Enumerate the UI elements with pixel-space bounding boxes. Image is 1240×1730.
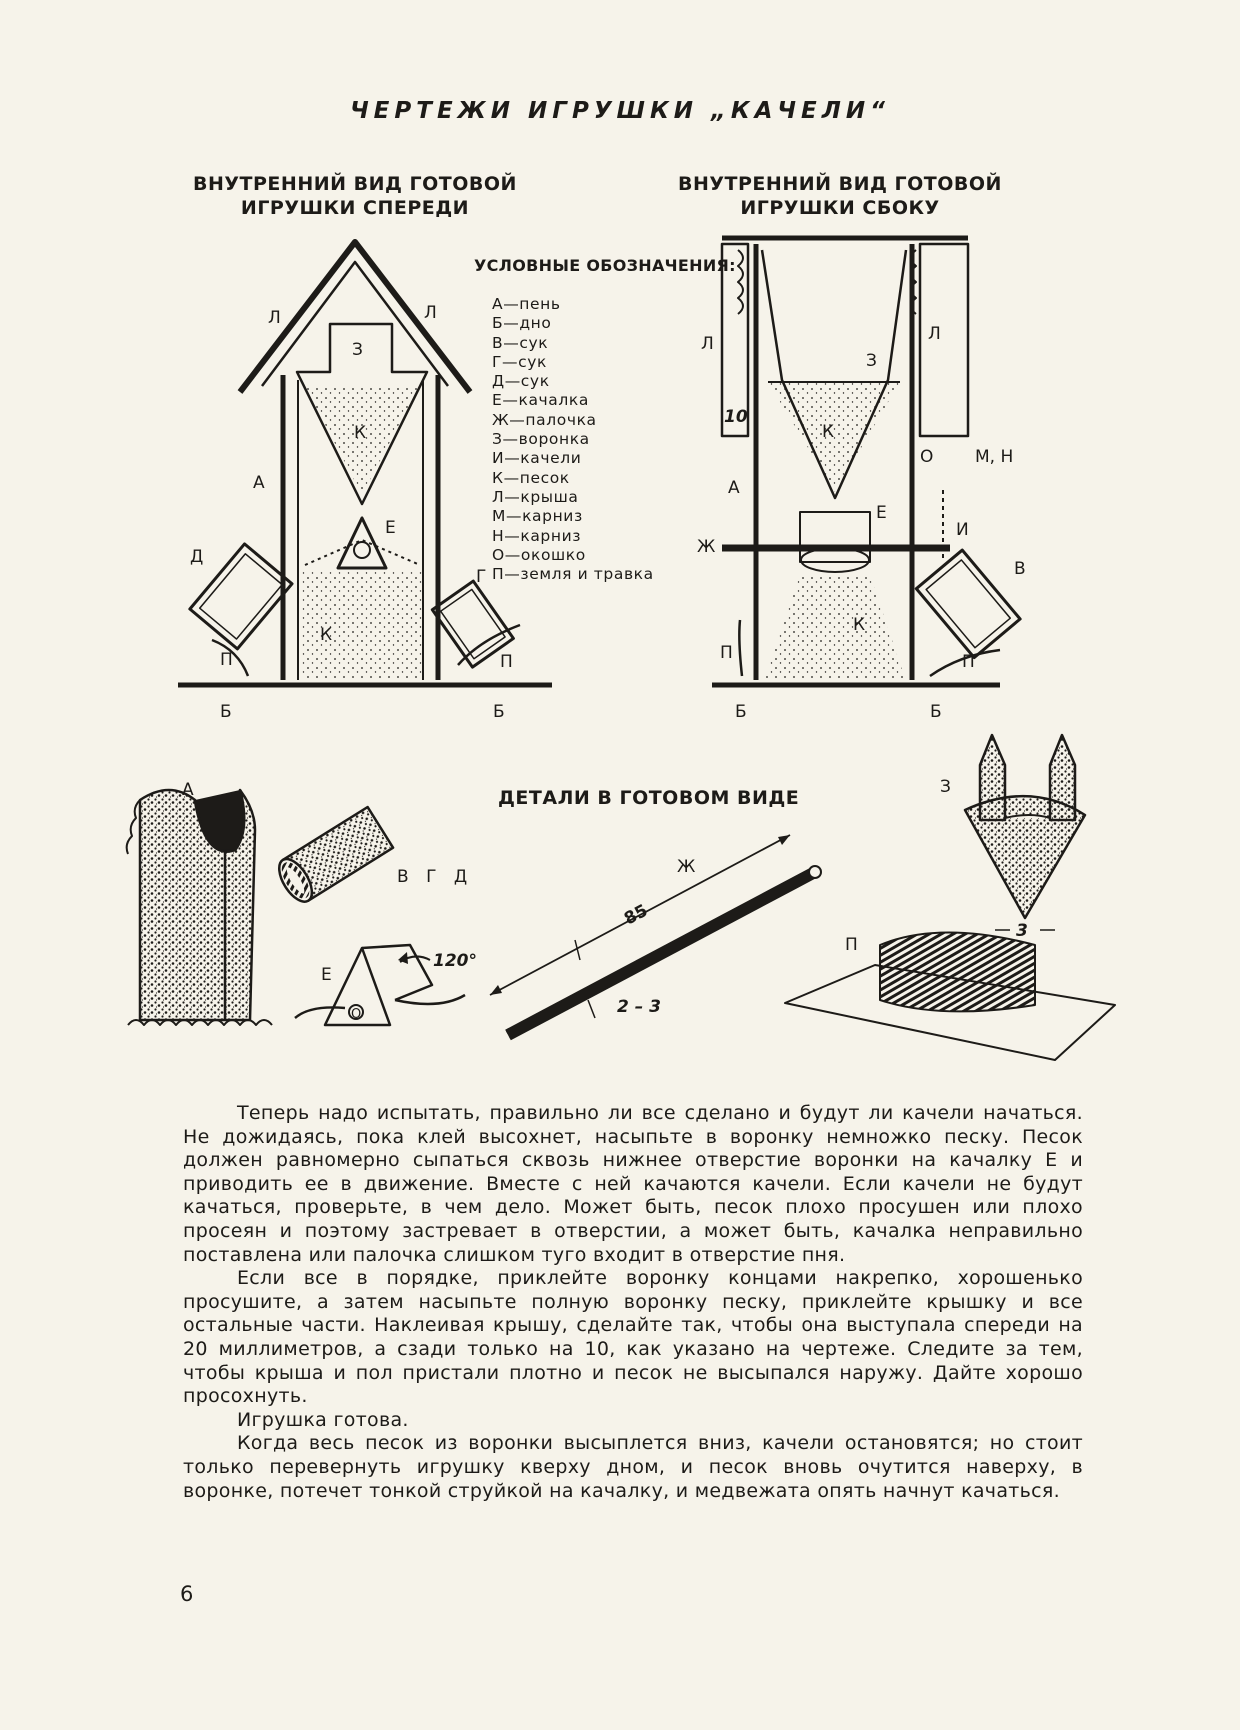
legend-item: З—воронка <box>492 430 590 449</box>
side-label-ground-left: П <box>720 643 733 663</box>
detail-knot-tube <box>273 807 393 907</box>
side-label-stump: А <box>728 478 740 498</box>
detail-stump <box>127 790 272 1025</box>
front-view-caption-line1: ВНУТРЕННИЙ ВИД ГОТОВОЙ <box>193 173 517 195</box>
front-view-drawing <box>178 242 552 685</box>
detail-label-stick: Ж <box>677 857 696 877</box>
legend-item: Н—карниз <box>492 526 582 545</box>
side-label-roof-right: Л <box>928 324 941 344</box>
side-view-caption-line2: ИГРУШКИ СБОКУ <box>740 197 940 219</box>
details-title: ДЕТАЛИ В ГОТОВОМ ВИДЕ <box>498 787 800 809</box>
page-title: ЧЕРТЕЖИ ИГРУШКИ „КАЧЕЛИ“ <box>350 98 890 124</box>
body-paragraph: Теперь надо испытать, правильно ли все сделано и будут ли качели начаться. Не дожидаясь, пока клей высохнет, насыпьте в воронку немножко песку. Песок должен равномерно сыпаться сквозь нижнее отверстие воронки на качалку Е и приводить ее в движение. Вместе с ней качаются качели. Если качели не будут качаться, проверьте, в чем дело. Может быть, песок плохо просушен или плохо просеян и поэтому застревает в отверстии, а может быть, качалка неправильно поставлена или палочка слишком туго входит в отверстие пня. <box>183 1102 1083 1266</box>
legend-item: И—качели <box>492 449 582 468</box>
legend-title: УСЛОВНЫЕ ОБОЗНАЧЕНИЯ: <box>474 256 736 275</box>
legend-item: К—песок <box>492 468 570 487</box>
front-label-bottom-left: Б <box>220 702 232 722</box>
detail-label-rocker-hole: О <box>351 1007 362 1022</box>
front-label-ground-right: П <box>500 652 513 672</box>
legend-item: В—сук <box>492 333 549 352</box>
detail-ground <box>785 933 1115 1061</box>
front-label-roof-left: Л <box>268 308 281 328</box>
front-label-rocker: Е <box>385 518 396 538</box>
side-label-sand-top: К <box>822 422 835 442</box>
legend-item: Б—дно <box>492 314 552 333</box>
detail-funnel <box>965 735 1085 930</box>
legend-item: Ж—палочка <box>492 410 597 429</box>
front-label-roof-right: Л <box>424 303 437 323</box>
detail-label-funnel: З <box>940 777 951 797</box>
side-label-sand-bottom: К <box>853 615 866 635</box>
detail-label-rocker-angle: 120° <box>433 951 477 971</box>
detail-label-ground: П <box>845 935 858 955</box>
front-label-sand-top: К <box>354 423 367 443</box>
front-view-caption-line2: ИГРУШКИ СПЕРЕДИ <box>240 197 470 219</box>
side-label-ground-right: П <box>962 652 975 672</box>
legend-item: П—земля и травка <box>492 565 654 584</box>
legend-item: О—окошко <box>492 545 586 564</box>
legend-item: Л—крыша <box>492 487 579 506</box>
detail-label-knots: В Г Д <box>397 867 474 887</box>
side-view-drawing <box>712 238 1020 685</box>
side-label-knot: В <box>1014 559 1026 579</box>
side-label-rocker: Е <box>876 503 887 523</box>
page-number: 6 <box>180 1582 194 1606</box>
side-label-roof-left: Л <box>701 334 714 354</box>
side-label-swing: И <box>956 520 969 540</box>
side-view-caption-line1: ВНУТРЕННИЙ ВИД ГОТОВОЙ <box>678 173 1002 195</box>
detail-label-stump: А <box>182 780 194 800</box>
legend-item: Г—сук <box>492 352 548 371</box>
side-rocker <box>800 512 870 562</box>
front-label-knot-right: Г <box>476 567 487 587</box>
front-label-ground-left: П <box>220 650 233 670</box>
legend-item: Е—качалка <box>492 391 589 410</box>
front-label-sand-bottom: К <box>320 625 333 645</box>
detail-label-funnel-hole: 3 <box>1016 921 1028 941</box>
detail-label-stick-length: 85 <box>620 900 652 930</box>
side-label-bottom-left: Б <box>735 702 747 722</box>
side-label-funnel: З <box>866 351 877 371</box>
side-label-window: О <box>920 447 934 467</box>
legend-item: А—пень <box>492 295 561 313</box>
front-label-funnel: З <box>352 340 363 360</box>
body-text <box>183 1102 1083 1503</box>
detail-label-stick-diameter: 2 – 3 <box>617 997 661 1017</box>
front-label-knot-left: Д <box>190 547 204 567</box>
detail-label-rocker: Е <box>321 965 332 985</box>
side-label-stick: Ж <box>697 537 716 557</box>
legend-item: М—карниз <box>492 507 583 526</box>
side-label-bottom-right: Б <box>930 702 942 722</box>
front-label-bottom-right: Б <box>493 702 505 722</box>
side-label-overhang: 10 <box>724 407 748 427</box>
body-paragraph: Игрушка готова. <box>237 1408 409 1431</box>
legend-item: Д—сук <box>492 372 550 391</box>
side-label-cornice: М, Н <box>975 447 1014 467</box>
body-paragraph: Если все в порядке, приклейте воронку концами накрепко, хорошенько просушите, а затем насыпьте полную воронку песку, приклейте крышку и все остальные части. Наклеивая крышу, сделайте так, чтобы она выступала спереди на 20 миллиметров, а сзади только на 10, как указано на чертеже. Следите за тем, чтобы крыша и пол пристали плотно и песок не высыпался наружу. Дайте хорошо просохнуть. <box>183 1267 1083 1408</box>
body-paragraph: Когда весь песок из воронки высыплется вниз, качели остановятся; но стоит только перевернуть игрушку кверху дном, и песок вновь очутится наверху, в воронке, потечет тонкой струйкой на качалку, и медвежата опять начнут качаться. <box>183 1432 1083 1502</box>
front-label-stump: А <box>253 473 265 493</box>
